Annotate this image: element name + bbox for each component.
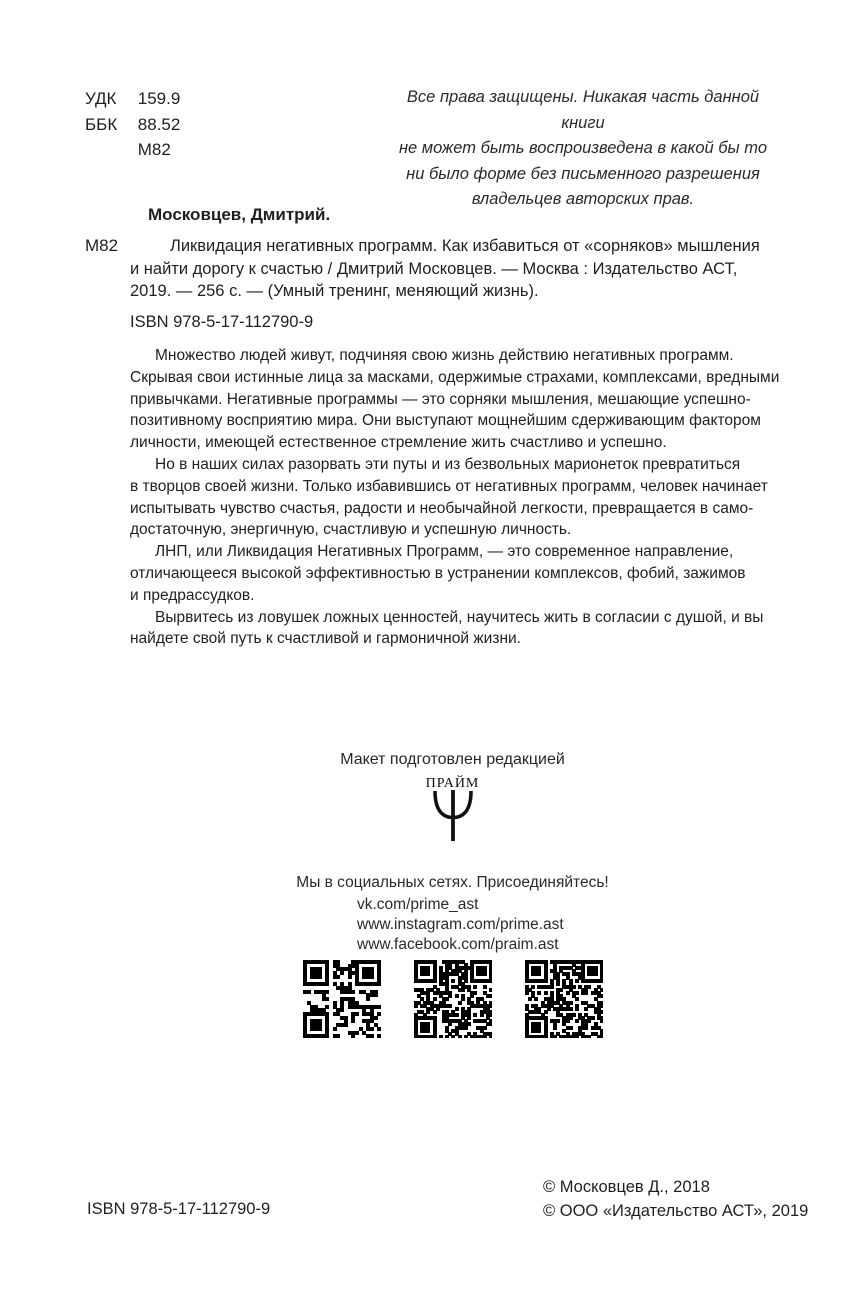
psi-trident-icon <box>429 790 477 842</box>
social-link-facebook: www.facebook.com/praim.ast <box>357 936 559 953</box>
annotation-paragraph: Вырвитесь из ловушек ложных ценностей, научитесь жить в согласии с душой, и вы найдете свой путь к счастливой и гармоничной жизни. <box>130 608 764 648</box>
catalog-author-heading: Московцев, Дмитрий. <box>148 205 331 224</box>
social-links <box>357 895 564 955</box>
prime-publisher-logo <box>130 776 775 842</box>
annotation-paragraph: Но в наших силах разорвать эти путы и из безвольных марионеток превратиться в творцов своей жизни. Только избавившись от негативных программ, человек начинает испытывать чувство счастья, радости и необычайной легкости, превращается в само- достаточную, энергичную, счастливую и успешную личность. <box>130 455 768 539</box>
bibliographic-record: Ликвидация негативных программ. Как избавиться от «сорняков» мышления и найти дорогу к счастью / Дмитрий Московцев. — Москва : Издательство АСТ, 2019. — 256 с. — (Умный тренинг, меняющий жизнь). <box>130 237 760 301</box>
bbk-label: ББК <box>85 114 118 134</box>
footer-copyright: © Московцев Д., 2018 © ООО «Издательство АСТ», 2019 <box>543 1178 809 1220</box>
author-code-row <box>85 137 180 163</box>
social-link-instagram: www.instagram.com/prime.ast <box>357 916 564 933</box>
annotation-paragraph: ЛНП, или Ликвидация Негативных Программ, — это современное направление, отличающееся высокой эффективностью в устранении комплексов, фобий, зажимов и предрассудков. <box>130 543 746 604</box>
qr-code-vk <box>303 960 381 1038</box>
footer-isbn: ISBN 978-5-17-112790-9 <box>87 1200 271 1218</box>
udk-label: УДК <box>85 89 117 108</box>
author-code-value: М82 <box>137 140 171 159</box>
prime-logo-text: ПРАЙМ <box>425 776 480 791</box>
annotation-paragraph: Множество людей живут, подчиняя свою жизнь действию негативных программ. Скрывая свои истинные лица за масками, одержимые страхами, комплексами, вредными привычками. Негативные программы — это сорняки мышления, мешающие успешно- позитивному восприятию мира. Они выступают мощнейшим сдерживающим фактором личности, имеющей естественное стремление жить счастливо и успешно. <box>130 347 780 452</box>
annotation-text <box>130 345 782 650</box>
social-link-vk: vk.com/prime_ast <box>357 896 479 913</box>
catalog-margin-code: М82 <box>85 236 119 255</box>
classification-codes <box>85 86 180 163</box>
qr-code-instagram <box>414 960 492 1038</box>
udk-row <box>85 86 180 112</box>
udk-value: 159.9 <box>137 89 181 108</box>
bbk-row <box>85 112 180 138</box>
rights-notice: Все права защищены. Никакая часть данной книги не может быть воспроизведена в какой бы то ни было форме без письменного разрешения владельцев авторских прав. <box>398 88 768 208</box>
catalog-isbn: ISBN 978-5-17-112790-9 <box>130 313 314 331</box>
bbk-value: 88.52 <box>137 114 181 134</box>
social-heading: Мы в социальных сетях. Присоединяйтесь! <box>296 874 609 891</box>
qr-code-facebook <box>525 960 603 1038</box>
qr-code-row <box>130 960 775 1038</box>
prepared-by-line: Макет подготовлен редакцией <box>340 751 565 768</box>
